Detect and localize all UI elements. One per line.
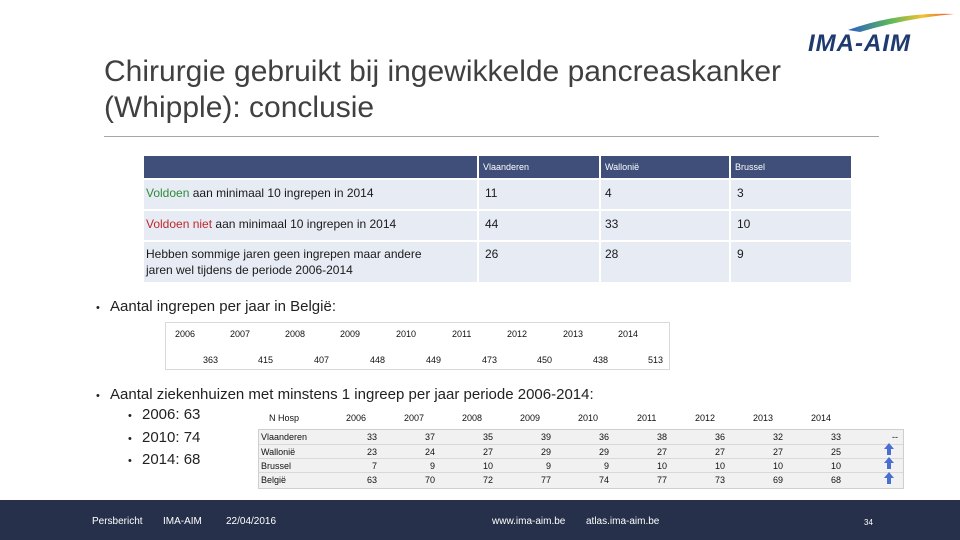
year-value: 415 [258,355,274,365]
table-row [259,472,903,487]
table-cell: 10 [482,461,493,471]
table-cell: 24 [424,447,435,457]
table-cell: 33 [830,432,841,442]
table-row [144,211,477,240]
hosp-year-header: 2008 [462,413,483,423]
table-cell: 9 [545,461,551,471]
table-cell: 9 [731,242,851,282]
hosp-year-header: 2006 [346,413,367,423]
table-cell: 25 [830,447,841,457]
hosp-table-corner: N Hosp [269,413,300,423]
title-line-2: (Whipple): conclusie [104,91,375,124]
sub-bullet-text: 2006: 63 [142,406,201,423]
year-value: 449 [426,355,442,365]
table-row [144,242,477,282]
footer-page-number: 34 [864,518,873,527]
year-label: 2007 [230,329,251,339]
bullet-dot-icon: • [96,390,100,402]
footer-url-main[interactable]: www.ima-aim.be [492,516,566,527]
table-cell: 29 [540,447,551,457]
title-line-1: Chirurgie gebruikt bij ingewikkelde pancreaskanker [104,55,782,88]
table-cell: 33 [366,432,377,442]
bullet-dot-icon: • [128,433,132,445]
table-cell: 9 [429,461,435,471]
year-label: 2010 [396,329,417,339]
table-cell: 63 [366,475,377,485]
table-cell: 68 [830,475,841,485]
table-cell: 23 [366,447,377,457]
table-cell: 10 [772,461,783,471]
table-cell: 36 [598,432,609,442]
hosp-year-header: 2012 [695,413,716,423]
bullet-text: Aantal ingrepen per jaar in België: [110,298,336,315]
bullet-hospitals [96,386,594,403]
bullet-dot-icon: • [128,455,132,467]
trend-up-arrow-icon [884,457,894,469]
footer-url-atlas[interactable]: atlas.ima-aim.be [586,516,660,527]
year-value: 407 [314,355,330,365]
table-cell: 7 [371,461,377,471]
table-cell: 32 [772,432,783,442]
table-cell: 10 [731,211,851,240]
table-cell: 27 [772,447,783,457]
year-label: 2006 [175,329,196,339]
table-header-vlaanderen: Vlaanderen [479,156,599,178]
table-row [259,430,903,444]
hospital-count-table [258,429,904,489]
year-value: 473 [482,355,498,365]
table-cell: 70 [424,475,435,485]
footer-bar [0,500,960,540]
footer-press-label: Persbericht [92,516,143,527]
year-value: 450 [537,355,553,365]
table-cell: 10 [714,461,725,471]
trend-up-arrow-icon [884,472,894,484]
sub-bullet-text: 2014: 68 [142,451,201,468]
year-label: 2013 [563,329,584,339]
hosp-year-header: 2010 [578,413,599,423]
row-prefix: Voldoen niet [146,217,213,231]
row-text: aan minimaal 10 ingrepen in 2014 [189,186,374,200]
table-cell: 77 [656,475,667,485]
year-label: 2014 [618,329,639,339]
row-prefix: Voldoen [146,186,190,200]
row-label: Vlaanderen [261,432,308,442]
table-cell: 27 [656,447,667,457]
row-text: Hebben sommige jaren geen ingrepen maar andere [146,247,422,261]
table-cell: 29 [598,447,609,457]
table-row [144,180,477,209]
hosp-year-header: 2011 [637,413,657,423]
table-cell: 36 [714,432,725,442]
bullet-text: Aantal ziekenhuizen met minstens 1 ingreep per jaar periode 2006-2014: [110,386,594,403]
table-cell: 11 [479,180,599,209]
table-cell: 27 [714,447,725,457]
table-cell: 74 [598,475,609,485]
table-cell: 35 [482,432,493,442]
table-cell: 27 [482,447,493,457]
row-text: aan minimaal 10 ingrepen in 2014 [212,217,397,231]
footer-org: IMA-AIM [163,516,202,527]
sub-bullet [128,451,200,468]
bullet-dot-icon: • [96,302,100,314]
table-cell: 44 [479,211,599,240]
table-row [259,444,903,459]
row-label: Brussel [261,461,292,471]
table-cell: 73 [714,475,725,485]
hosp-trend-dash: -- [892,432,898,442]
table-cell: 10 [830,461,841,471]
table-cell: 33 [601,211,729,240]
table-cell: 3 [731,180,851,209]
table-cell: 10 [656,461,667,471]
table-cell: 37 [424,432,435,442]
table-cell: 38 [656,432,667,442]
hosp-year-header: 2007 [404,413,425,423]
year-value: 363 [203,355,219,365]
table-cell: 72 [482,475,493,485]
table-row [259,458,903,473]
sub-bullet [128,406,200,423]
table-cell: 4 [601,180,729,209]
table-header-blank [144,156,477,178]
hosp-year-header: 2014 [811,413,832,423]
row-label: België [261,475,287,485]
bullet-dot-icon: • [128,410,132,422]
hosp-year-header: 2013 [753,413,774,423]
logo-text: IMA-AIM [808,30,911,57]
year-label: 2011 [452,329,472,339]
trend-up-arrow-icon [884,443,894,455]
hosp-year-header: 2009 [520,413,541,423]
table-header-brussel: Brussel [731,156,851,178]
sub-bullet [128,429,200,446]
sub-bullet-text: 2010: 74 [142,429,201,446]
footer-date: 22/04/2016 [226,516,277,527]
bullet-per-year [96,298,336,315]
year-label: 2009 [340,329,361,339]
year-value: 513 [648,355,664,365]
row-label: Wallonië [261,447,296,457]
table-cell: 77 [540,475,551,485]
row-text-line-2: jaren wel tijdens de periode 2006-2014 [146,263,353,277]
table-cell: 9 [603,461,609,471]
table-cell: 28 [601,242,729,282]
table-header-wallonie: Wallonië [601,156,729,178]
table-cell: 39 [540,432,551,442]
year-label: 2012 [507,329,528,339]
year-label: 2008 [285,329,306,339]
table-cell: 69 [772,475,783,485]
table-cell: 26 [479,242,599,282]
year-value: 448 [370,355,386,365]
year-value: 438 [593,355,609,365]
